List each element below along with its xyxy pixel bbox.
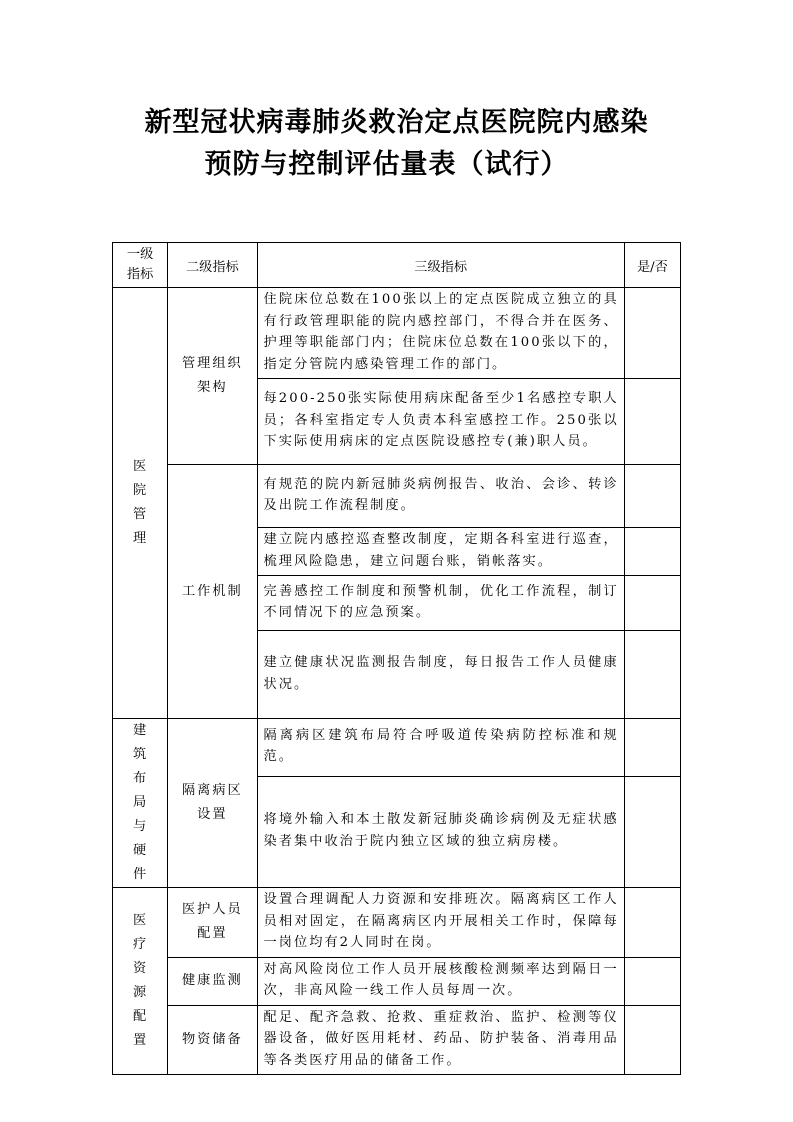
level1-cell: 建筑布局与硬件	[113, 719, 168, 888]
level2-cell: 健康监测	[168, 957, 257, 1005]
table-header-row	[113, 243, 681, 288]
yes-no-cell[interactable]	[624, 465, 680, 528]
yes-no-cell[interactable]	[624, 776, 680, 887]
yes-no-cell[interactable]	[624, 288, 680, 379]
header-level2: 二级指标	[168, 243, 257, 288]
table-row	[113, 1005, 681, 1075]
document-title-line-2: 预防与控制评估量表（试行）	[204, 149, 569, 180]
header-yes-no: 是/否	[624, 243, 680, 288]
level3-cell: 有规范的院内新冠肺炎病例报告、收治、会诊、转诊及出院工作流程制度。	[257, 465, 624, 528]
table-row	[113, 288, 681, 379]
document-title-line-1: 新型冠状病毒肺炎救治定点医院院内感染	[144, 107, 649, 138]
level3-cell: 隔离病区建筑布局符合呼吸道传染病防控标准和规范。	[257, 719, 624, 777]
header-level1: 一级指标	[113, 243, 168, 288]
assessment-table	[112, 242, 681, 1075]
header-level3: 三级指标	[257, 243, 624, 288]
table-row	[113, 957, 681, 1005]
level3-cell: 对高风险岗位工作人员开展核酸检测频率达到隔日一次，非高风险一线工作人员每周一次。	[257, 957, 624, 1005]
yes-no-cell[interactable]	[624, 888, 680, 958]
yes-no-cell[interactable]	[624, 379, 680, 465]
yes-no-cell[interactable]	[624, 528, 680, 576]
yes-no-cell[interactable]	[624, 576, 680, 631]
level3-cell: 住院床位总数在100张以上的定点医院成立独立的具有行政管理职能的院内感控部门，不得合并在医务、护理等职能部门内；住院床位总数在100张以下的，指定分管院内感染管理工作的部门。	[257, 288, 624, 379]
level1-cell: 医院管理	[113, 288, 168, 719]
level2-cell: 工作机制	[168, 465, 257, 719]
level2-cell: 医护人员配置	[168, 888, 257, 958]
table-row	[113, 888, 681, 958]
level1-cell: 医疗资源配置	[113, 888, 168, 1075]
level3-cell: 建立健康状况监测报告制度，每日报告工作人员健康状况。	[257, 631, 624, 719]
level2-cell: 管理组织架构	[168, 288, 257, 465]
level2-cell: 物资储备	[168, 1005, 257, 1075]
level3-cell: 配足、配齐急救、抢救、重症救治、监护、检测等仪器设备，做好医用耗材、药品、防护装备、消毒用品等各类医疗用品的储备工作。	[257, 1005, 624, 1075]
level3-cell: 完善感控工作制度和预警机制，优化工作流程，制订不同情况下的应急预案。	[257, 576, 624, 631]
level3-cell: 建立院内感控巡查整改制度，定期各科室进行巡查，梳理风险隐患，建立问题台账，销帐落实。	[257, 528, 624, 576]
yes-no-cell[interactable]	[624, 631, 680, 719]
level2-cell: 隔离病区设置	[168, 719, 257, 888]
table-row	[113, 465, 681, 528]
level3-cell: 将境外输入和本土散发新冠肺炎确诊病例及无症状感染者集中收治于院内独立区域的独立病房楼。	[257, 776, 624, 887]
level3-cell: 每200-250张实际使用病床配备至少1名感控专职人员；各科室指定专人负责本科室感控工作。250张以下实际使用病床的定点医院设感控专(兼)职人员。	[257, 379, 624, 465]
yes-no-cell[interactable]	[624, 957, 680, 1005]
yes-no-cell[interactable]	[624, 1005, 680, 1075]
table-row	[113, 719, 681, 777]
level3-cell: 设置合理调配人力资源和安排班次。隔离病区工作人员相对固定，在隔离病区内开展相关工作时，保障每一岗位均有2人同时在岗。	[257, 888, 624, 958]
yes-no-cell[interactable]	[624, 719, 680, 777]
